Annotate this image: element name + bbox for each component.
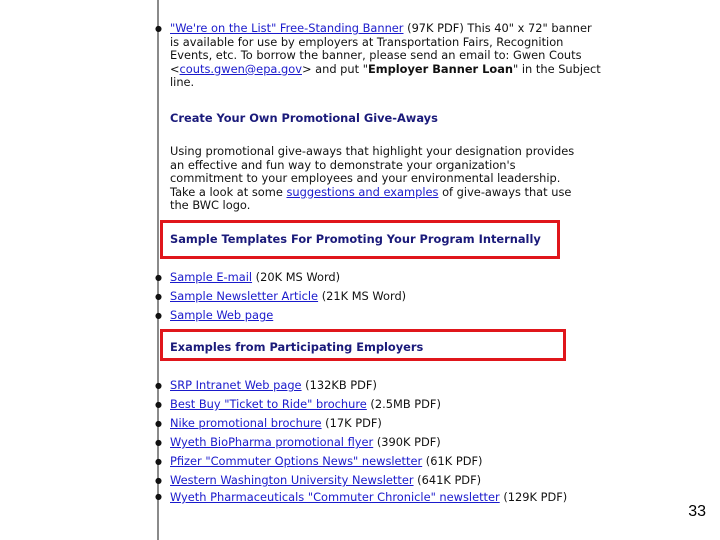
giveaways-heading: Create Your Own Promotional Give-Aways xyxy=(170,111,438,125)
example-item: ● Wyeth BioPharma promotional flyer (390K PDF) xyxy=(131,433,571,452)
templates-heading: Sample Templates For Promoting Your Program Internally xyxy=(170,232,541,246)
example-item: ● Pfizer "Commuter Options News" newsletter (61K PDF) xyxy=(131,452,571,471)
list-item: ● "We're on the List" Free-Standing Banner (97K PDF) This 40" x 72" banner is available for use by employers at Transportation Fairs, Recognition Events, etc. To borrow the banner, please send an email to: Gwen Couts <couts.gwen@epa.gov> and put "Employer Banner Loan" in the Subject line. xyxy=(131,22,601,90)
wyeth-flyer-link[interactable]: Wyeth BioPharma promotional flyer xyxy=(170,435,374,449)
wwu-newsletter-link[interactable]: Western Washington University Newsletter xyxy=(170,473,414,487)
example-item: ● SRP Intranet Web page (132KB PDF) xyxy=(131,376,571,395)
templates-highlight-box xyxy=(160,220,560,259)
template-item: ● Sample Newsletter Article (21K MS Word) xyxy=(131,287,601,306)
example-item: ● Wyeth Pharmaceuticals "Commuter Chronicle" newsletter (129K PDF) xyxy=(131,490,571,504)
examples-highlight-box xyxy=(160,329,566,361)
banner-link[interactable]: "We're on the List" Free-Standing Banner xyxy=(170,21,404,35)
template-item: ● Sample E-mail (20K MS Word) xyxy=(131,268,601,287)
sample-newsletter-link[interactable]: Sample Newsletter Article xyxy=(170,289,319,303)
examples-list xyxy=(131,376,571,504)
best-buy-brochure-link[interactable]: Best Buy "Ticket to Ride" brochure xyxy=(170,397,367,411)
example-item: ● Western Washington University Newsletter (641K PDF) xyxy=(131,471,571,490)
srp-intranet-link[interactable]: SRP Intranet Web page xyxy=(170,378,302,392)
suggestions-examples-link[interactable]: suggestions and examples xyxy=(286,184,439,199)
sample-web-page-link[interactable]: Sample Web page xyxy=(170,308,274,322)
examples-heading: Examples from Participating Employers xyxy=(170,340,424,354)
giveaways-paragraph: Using promotional give-aways that highlight your designation provides an effective and fun way to demonstrate your organization's commitment to your employees and your environmental leadership. Take a look at some suggestions and examples of give-aways that use the BWC logo. xyxy=(170,144,575,213)
email-link[interactable]: couts.gwen@epa.gov xyxy=(179,61,302,76)
banner-list xyxy=(131,22,601,90)
sample-email-link[interactable]: Sample E-mail xyxy=(170,270,253,284)
template-item xyxy=(131,306,601,325)
example-item: ● Best Buy "Ticket to Ride" brochure (2.5MB PDF) xyxy=(131,395,571,414)
nike-brochure-link[interactable]: Nike promotional brochure xyxy=(170,416,322,430)
templates-list xyxy=(131,268,601,325)
wyeth-chronicle-link[interactable]: Wyeth Pharmaceuticals "Commuter Chronicle" newsletter xyxy=(170,490,500,504)
example-item: ● Nike promotional brochure (17K PDF) xyxy=(131,414,571,433)
slide-page-number: 33 xyxy=(688,503,706,520)
pfizer-newsletter-link[interactable]: Pfizer "Commuter Options News" newsletter xyxy=(170,454,423,468)
